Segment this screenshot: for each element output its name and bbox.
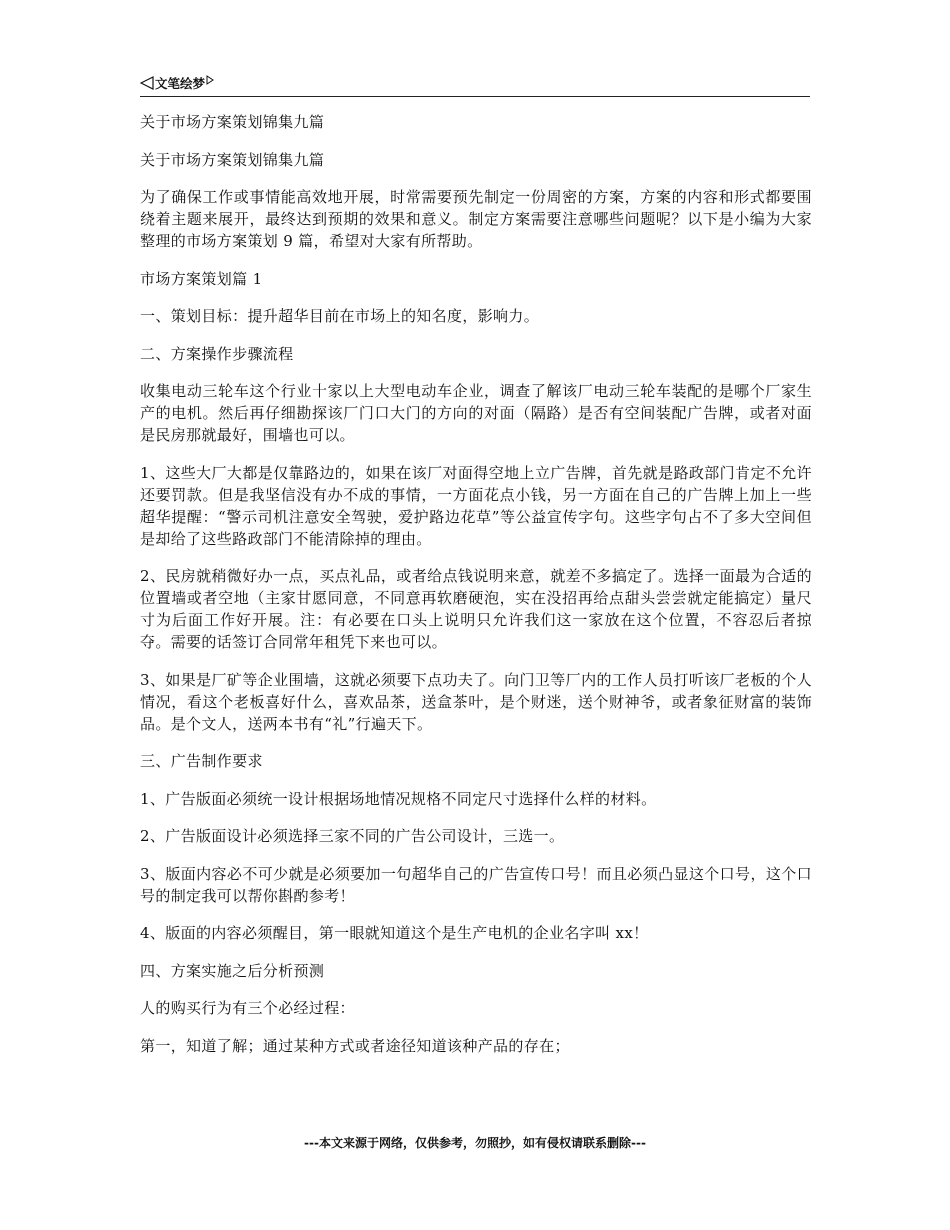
paragraph: 收集电动三轮车这个行业十家以上大型电动车企业，调查了解该厂电动三轮车装配的是哪个厂家生产的电机。然后再仔细勘探该厂门口大门的方向的对面（隔路）是否有空间装配广告牌，或者对面是民房那就最好，围墙也可以。 xyxy=(140,382,812,444)
paragraph: 3、如果是厂矿等企业围墙，这就必须要下点功夫了。向门卫等厂内的工作人员打听该厂老板的个人情况，看这个老板喜好什么，喜欢品茶，送盒茶叶，是个财迷，送个财神爷，或者象征财富的装饰品。是个文人，送两本书有“礼”行遍天下。 xyxy=(140,670,812,733)
section-heading: 四、方案实施之后分析预测 xyxy=(140,961,325,980)
paragraph: 3、版面内容必不可少就是必须要加一句超华自己的广告宣传口号！而且必须凸显这个口号，这个口号的制定我可以帮你斟酌参考！ xyxy=(140,864,812,905)
paragraph: 2、广告版面设计必须选择三家不同的广告公司设计，三选一。 xyxy=(140,827,565,845)
triangle-left-icon xyxy=(140,76,154,90)
document-body xyxy=(140,111,812,1072)
paragraph: 一、策划目标：提升超华目前在市场上的知名度，影响力。 xyxy=(140,307,540,325)
section-heading: 二、方案操作步骤流程 xyxy=(140,344,294,363)
footer-notice: ---本文来源于网络，仅供参考，勿照抄，如有侵权请联系删除--- xyxy=(304,1136,646,1150)
brand-logo xyxy=(140,74,214,92)
section-heading: 市场方案策划篇 1 xyxy=(140,269,263,288)
paragraph: 2、民房就稍微好办一点，买点礼品，或者给点钱说明来意，就差不多搞定了。选择一面最为合适的位置墙或者空地（主家甘愿同意，不同意再软磨硬泡，实在没招再给点甜头尝尝就定能搞定）量尺寸为后面工作好开展。注：有必要在口头上说明只允许我们这一家放在这个位置，不容忍后者掠夺。需要的话签订合同常年租凭下来也可以。 xyxy=(140,567,812,651)
document-title: 关于市场方案策划锦集九篇 xyxy=(140,113,325,131)
paragraph: 1、广告版面必须统一设计根据场地情况规格不同定尺寸选择什么样的材料。 xyxy=(140,789,657,808)
section-heading: 三、广告制作要求 xyxy=(140,752,263,770)
intro-paragraph: 为了确保工作或事情能高效地开展，时常需要预先制定一份周密的方案，方案的内容和形式都要围绕着主题来展开，最终达到预期的效果和意义。制定方案需要注意哪些问题呢？以下是小编为大家整理的市场方案策划 9 篇，希望对大家有所帮助。 xyxy=(140,188,812,250)
paragraph: 人的购买行为有三个必经过程： xyxy=(140,999,355,1017)
paragraph: 4、版面的内容必须醒目，第一眼就知道这个是生产电机的企业名字叫 xx！ xyxy=(140,924,649,942)
brand-text: 文笔绘梦 xyxy=(155,76,206,91)
triangle-right-icon xyxy=(206,75,214,85)
document-subtitle: 关于市场方案策划锦集九篇 xyxy=(140,150,325,169)
page-header xyxy=(140,72,810,97)
paragraph: 第一，知道了解；通过某种方式或者途径知道该种产品的存在； xyxy=(140,1036,570,1055)
paragraph: 1、这些大厂大都是仅靠路边的，如果在该厂对面得空地上立广告牌，首先就是路政部门肯定不允许还要罚款。但是我坚信没有办不成的事情，一方面花点小钱，另一方面在自己的广告牌上加上一些超华提醒：“警示司机注意安全驾驶，爱护路边花草”等公益宣传字句。这些字句占不了多大空间但是却给了这些路政部门不能清除掉的理由。 xyxy=(140,463,812,548)
